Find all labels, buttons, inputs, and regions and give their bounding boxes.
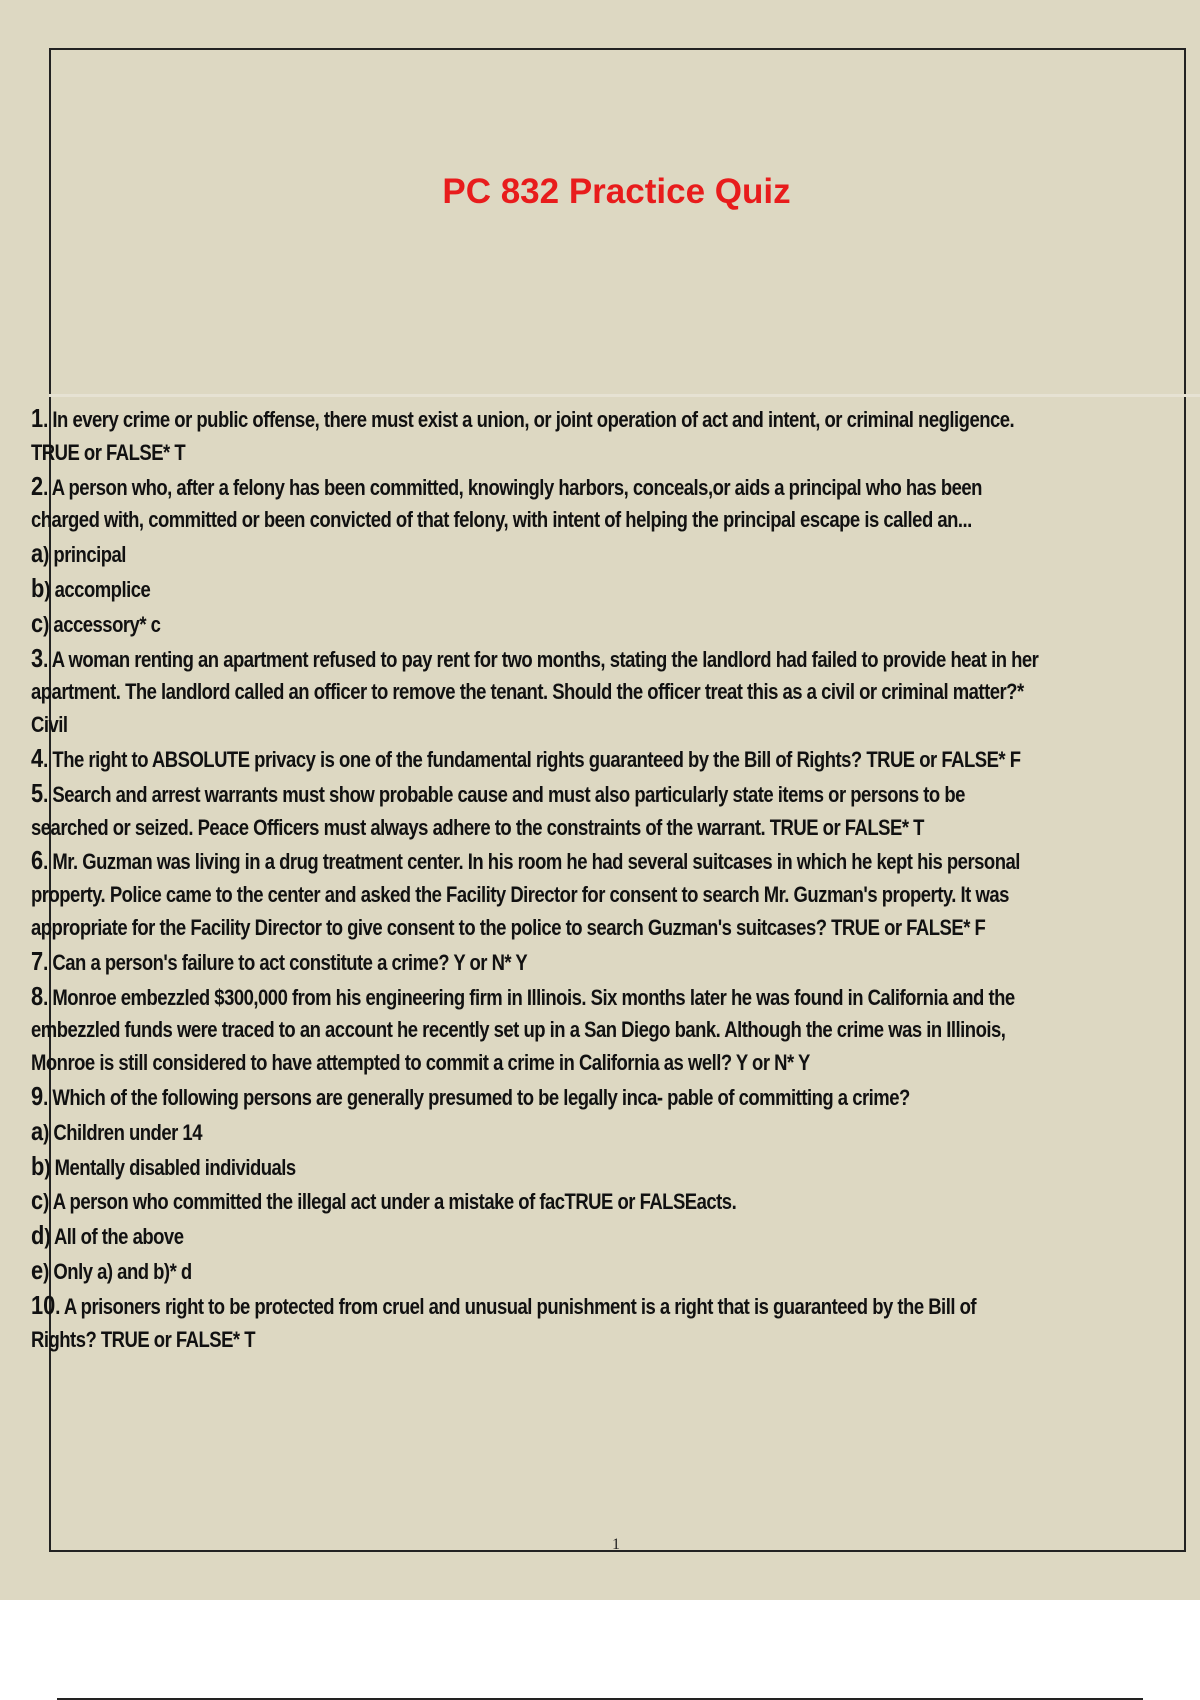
line-text: . In every crime or public offense, there must exist a union, or joint operation of act and intent, or criminal negligence. bbox=[43, 407, 1015, 432]
item-marker: a bbox=[31, 538, 44, 569]
line-text: Monroe is still considered to have attempted to commit a crime in California as well? Y or N* Y bbox=[31, 1050, 810, 1076]
quiz-line bbox=[31, 1080, 1200, 1115]
line-text: ) All of the above bbox=[44, 1224, 184, 1250]
line-text: ) Mentally disabled individuals bbox=[44, 1154, 296, 1180]
page-number: 1 bbox=[612, 1536, 620, 1553]
quiz-line bbox=[31, 709, 1200, 742]
line-text: Civil bbox=[31, 712, 68, 738]
item-marker: 7 bbox=[31, 945, 44, 976]
quiz-line bbox=[31, 1014, 1200, 1047]
line-text: . Monroe embezzled $300,000 from his engineering firm in Illinois. Six months later he was found in California and the bbox=[43, 984, 1015, 1010]
line-text: ) principal bbox=[43, 542, 126, 568]
quiz-line bbox=[31, 537, 1200, 572]
line-text: . A prisoners right to be protected from cruel and unusual punishment is a right that is guaranteed by the Bill of bbox=[55, 1293, 977, 1319]
line-text: ) accessory* c bbox=[43, 611, 161, 637]
document-title: PC 832 Practice Quiz bbox=[442, 172, 791, 211]
line-text: . Search and arrest warrants must show probable cause and must also particularly state items or persons to be bbox=[43, 781, 965, 807]
item-marker: e bbox=[31, 1254, 44, 1285]
item-marker: d bbox=[31, 1220, 45, 1251]
line-text: charged with, committed or been convicted of that felony, with intent of helping the principal escape is called an... bbox=[31, 507, 972, 533]
item-marker: 3 bbox=[31, 642, 44, 673]
line-text: . The right to ABSOLUTE privacy is one of the fundamental rights guaranteed by the Bill of Rights? TRUE or FALSE* F bbox=[43, 746, 1021, 772]
quiz-line bbox=[31, 812, 1200, 845]
line-text: . Mr. Guzman was living in a drug treatment center. In his room he had several suitcases in which he kept his personal bbox=[43, 849, 1020, 875]
quiz-line bbox=[31, 912, 1200, 945]
quiz-lines bbox=[31, 402, 1200, 1356]
line-text: apartment. The landlord called an officer to remove the tenant. Should the officer treat this as a civil or criminal matter?* bbox=[31, 679, 1024, 705]
line-text: ) A person who committed the illegal act under a mistake of facTRUE or FALSEacts. bbox=[43, 1189, 737, 1215]
line-text: TRUE or FALSE* T bbox=[31, 439, 186, 465]
item-marker: 8 bbox=[31, 980, 44, 1011]
quiz-line bbox=[31, 1184, 1200, 1219]
line-text: . A person who, after a felony has been committed, knowingly harbors, conceals,or aids a principal who has been bbox=[43, 474, 982, 500]
quiz-line bbox=[31, 1254, 1200, 1289]
line-text: . A woman renting an apartment refused to pay rent for two months, stating the landlord had failed to provide heat in her bbox=[43, 646, 1039, 672]
line-text: property. Police came to the center and asked the Facility Director for consent to search Mr. Guzman's property. It was bbox=[31, 882, 1009, 908]
quiz-line bbox=[31, 437, 1200, 470]
quiz-line bbox=[31, 607, 1200, 642]
quiz-line bbox=[31, 945, 1200, 980]
quiz-line bbox=[31, 1324, 1200, 1357]
item-marker: 1 bbox=[31, 403, 44, 433]
item-marker: 5 bbox=[31, 777, 44, 808]
quiz-line bbox=[31, 676, 1200, 709]
quiz-line bbox=[31, 1115, 1200, 1150]
quiz-line bbox=[31, 1047, 1200, 1080]
line-text: appropriate for the Facility Director to give consent to the police to search Guzman's suitcases? TRUE or FALSE* F bbox=[31, 914, 986, 940]
item-marker: 4 bbox=[31, 742, 44, 773]
line-text: ) Children under 14 bbox=[43, 1119, 202, 1145]
item-marker: 2 bbox=[31, 470, 44, 501]
line-text: ) Only a) and b)* d bbox=[43, 1258, 192, 1284]
quiz-line bbox=[31, 504, 1200, 537]
item-marker: 10 bbox=[31, 1289, 56, 1320]
quiz-line bbox=[31, 844, 1200, 879]
section-divider bbox=[49, 394, 1200, 397]
quiz-line bbox=[31, 879, 1200, 912]
item-marker: 9 bbox=[31, 1080, 44, 1111]
quiz-line bbox=[31, 1219, 1200, 1254]
line-text: searched or seized. Peace Officers must always adhere to the constraints of the warrant. TRUE or FALSE* T bbox=[31, 814, 924, 840]
item-marker: b bbox=[31, 1150, 45, 1181]
quiz-line bbox=[31, 402, 1200, 437]
quiz-line bbox=[31, 572, 1200, 607]
quiz-line bbox=[31, 642, 1200, 677]
quiz-line bbox=[31, 1150, 1200, 1185]
quiz-line bbox=[31, 742, 1200, 777]
line-text: . Can a person's failure to act constitute a crime? Y or N* Y bbox=[43, 949, 528, 975]
quiz-line bbox=[31, 980, 1200, 1015]
line-text: embezzled funds were traced to an account he recently set up in a San Diego bank. Although the crime was in Illinois, bbox=[31, 1017, 1006, 1043]
item-marker: b bbox=[31, 572, 45, 603]
item-marker: c bbox=[31, 607, 44, 638]
item-marker: 6 bbox=[31, 845, 44, 876]
line-text: ) accomplice bbox=[44, 576, 151, 602]
quiz-line bbox=[31, 1289, 1200, 1324]
item-marker: c bbox=[31, 1185, 44, 1216]
quiz-body bbox=[31, 402, 1039, 1356]
line-text: Rights? TRUE or FALSE* T bbox=[31, 1326, 256, 1352]
line-text: . Which of the following persons are generally presumed to be legally inca- pable of committing a crime? bbox=[43, 1084, 910, 1110]
quiz-line bbox=[31, 470, 1200, 505]
quiz-line bbox=[31, 777, 1200, 812]
item-marker: a bbox=[31, 1115, 44, 1146]
